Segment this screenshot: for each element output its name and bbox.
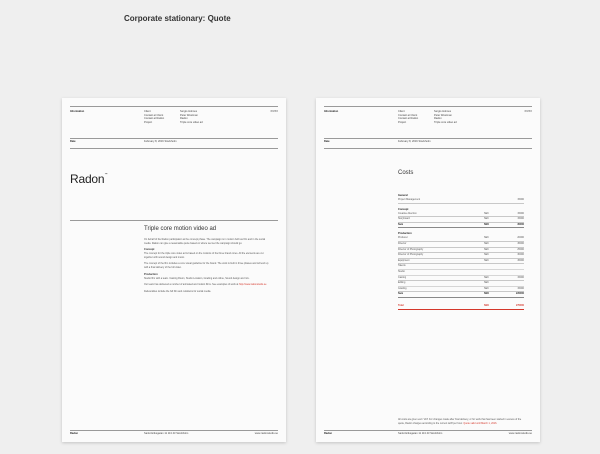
info-col-values: Sergio Holmes Peter Westman Radon Triple core video ad [180, 110, 203, 124]
footer-note [398, 418, 528, 428]
cost-item: Project Management [398, 198, 421, 201]
cost-amt: 15000 [517, 211, 524, 215]
cost-amt: 45000 [517, 241, 524, 245]
date-rule-bottom [70, 148, 278, 149]
body-text [144, 238, 270, 296]
footer-rule [324, 430, 532, 431]
costs-title: Costs [398, 170, 414, 176]
cost-section-label: Production [398, 232, 412, 236]
cost-item: Director of Photography [398, 247, 424, 251]
document-title: Triple core motion video ad [144, 226, 217, 232]
date-rule [324, 138, 532, 139]
cost-amt [506, 281, 524, 286]
info-label: Information [70, 110, 85, 113]
date-label: Date [70, 140, 76, 143]
footer-address: Sankt Eriksgatan 11 113 43 Stockholm [144, 432, 189, 435]
cost-item: Equipment [398, 258, 410, 262]
cost-unit: SEK [484, 241, 489, 245]
cost-unit: SEK [484, 275, 489, 279]
cost-table [398, 190, 524, 310]
cost-item: Studio [398, 269, 405, 273]
cost-item: Producer [398, 236, 408, 240]
date-value: February 8, 2016 Stockholm [144, 140, 177, 143]
date-rule [70, 138, 278, 139]
paragraph: The concept of the film includes a core visual guideline for the brand. The work is built in three phases and will end up with a final delivery of the full video. [144, 262, 269, 269]
footer-label: Radon [324, 432, 333, 435]
subheading: Production [144, 272, 158, 276]
paragraph: On behalf of the Radon participation at the concept phase. The campaign is in motion both as film and in the social media. Radon can give a reasonable quote based on where we feel the campaign should go. [144, 238, 266, 245]
cost-section-label: Concept [398, 207, 409, 211]
cost-item: Creative direction [398, 211, 417, 215]
top-rule [324, 106, 532, 107]
cost-amt [506, 270, 524, 275]
top-rule [70, 106, 278, 107]
cost-amt: 15000 [517, 275, 524, 279]
footer-website: www.radonstudio.se [254, 432, 278, 435]
cost-unit: SEK [484, 286, 489, 290]
page-heading: Corporate stationary: Quote [124, 14, 231, 23]
cost-unit: SEK [484, 258, 489, 262]
date-value: February 8, 2016 Stockholm [398, 140, 431, 143]
cost-item: Total [398, 303, 404, 307]
cost-item: Sum [398, 292, 404, 296]
cost-unit: SEK [484, 303, 489, 307]
cost-item: Talents [398, 264, 406, 268]
cost-amt: 20000 [517, 236, 524, 240]
cost-amt [506, 264, 524, 269]
info-col-values: Sergio Holmes Peter Westman Radon Triple core video ad [434, 110, 457, 124]
cost-item: Director of Photography [398, 253, 424, 257]
cost-item: Grading [398, 286, 407, 290]
quote-sheet [62, 98, 286, 442]
footer-rule [70, 430, 278, 431]
cost-unit: SEK [484, 222, 489, 226]
cost-unit: SEK [484, 247, 489, 251]
cost-amt: 270000 [516, 303, 524, 307]
cost-unit [484, 198, 506, 203]
cost-item: Casting [398, 275, 407, 279]
ref-number: XX/XX [270, 110, 278, 113]
cost-amt: 15000 [517, 198, 524, 201]
cost-unit: SEK [484, 211, 489, 215]
total-row [398, 304, 524, 310]
cost-amt: 45000 [517, 258, 524, 262]
cost-amt: 30000 [517, 253, 524, 257]
cost-unit [484, 270, 506, 275]
paragraph: The concept for the triple core video ad is based on the motions of the three brand cores. All the elements are cut together with sound design and music. [144, 252, 264, 259]
cost-amt: 30000 [517, 222, 524, 226]
paragraph: Deliverables include the full film and cutdowns for social media. [144, 289, 211, 293]
cost-item: Editing [398, 281, 406, 285]
cost-item: Director [398, 241, 407, 245]
footer-website: www.radonstudio.se [508, 432, 532, 435]
date-rule-bottom [324, 148, 532, 149]
cost-unit: SEK [484, 217, 489, 221]
paragraph: Our team has delivered a number of animated and motion films. See examples of work at http://www.radonstudio.se [144, 283, 267, 287]
cost-amt: 25000 [517, 247, 524, 251]
paragraph: Studio film with a team. Casting Room, Studio Location, Grading and online, Sound design and mix. [144, 276, 250, 280]
cost-section-label: General [398, 194, 408, 197]
costs-sheet [316, 98, 540, 442]
terms-text: All costs are given excl. VAT. For changes made after final delivery, or for work that has been started in excess of the quote, Radon charges according to the current tariff per hour. Quote valid until March 1, 2016. [398, 418, 522, 425]
radon-logo: Radon™ [70, 172, 108, 186]
date-label: Date [324, 140, 330, 143]
subheading: Concept [144, 248, 155, 252]
quote-validity: Quote valid until March 1, 2016. [463, 421, 498, 425]
title-rule [70, 220, 278, 221]
footer-label: Radon [70, 432, 79, 435]
cost-unit [484, 264, 506, 269]
info-label: Information [324, 110, 339, 113]
cost-item: Sum [398, 222, 404, 226]
cost-unit: SEK [484, 236, 489, 240]
ref-number: XX/XX [524, 110, 532, 113]
info-col-labels: Client Contact at Client Contact at Radon Project [144, 110, 165, 124]
cost-amt: 220000 [516, 292, 524, 296]
cost-amt: 15000 [517, 286, 524, 290]
cost-unit: SEK [484, 253, 489, 257]
sum-row [398, 223, 524, 229]
footer-address: Sankt Eriksgatan 11 113 43 Stockholm [398, 432, 443, 435]
cost-amt: 15000 [517, 217, 524, 221]
table-row [398, 198, 524, 204]
cost-item: Storyboard [398, 217, 410, 221]
website-link[interactable]: http://www.radonstudio.se [239, 283, 267, 287]
cost-unit: SEK [484, 292, 489, 296]
cost-unit: SEK [484, 281, 489, 285]
info-col-labels: Client Contact at Client Contact at Radon Project [398, 110, 419, 124]
